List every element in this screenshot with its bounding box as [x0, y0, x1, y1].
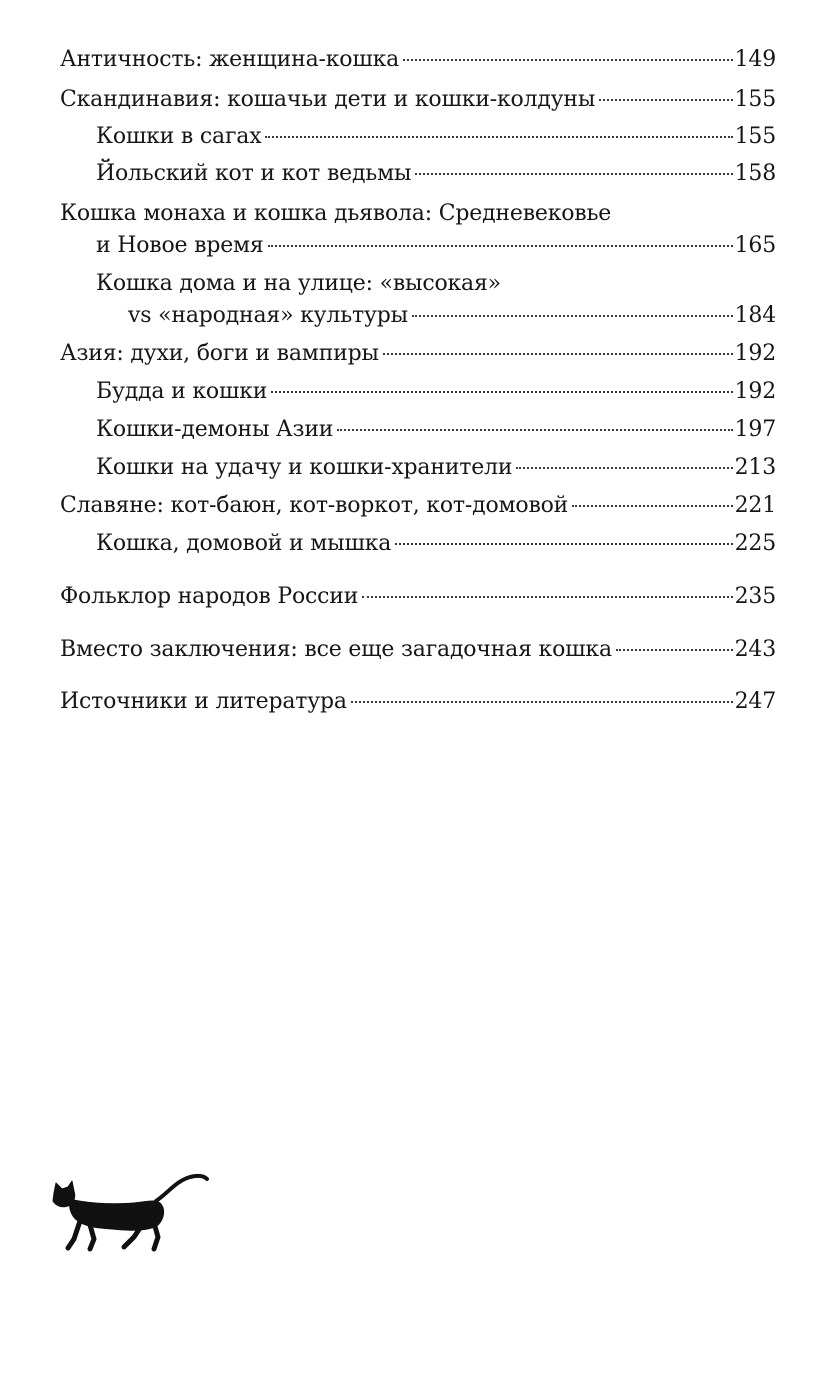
toc-entry-title-line: Кошка монаха и кошка дьявола: Средневековье [60, 201, 612, 226]
toc-entry-title: Фольклор народов России [60, 584, 359, 609]
toc-entry-title: Азия: духи, боги и вампиры [60, 341, 379, 366]
dot-leader [271, 391, 732, 393]
toc-entry-row [96, 416, 776, 444]
toc-entry-row [60, 46, 776, 74]
toc-entry-title: Источники и литература [60, 689, 347, 714]
toc-entry-row [96, 160, 776, 188]
toc-page-number: 155 [734, 87, 776, 112]
dot-leader [337, 429, 732, 431]
dot-leader [415, 173, 732, 175]
dot-leader [351, 701, 733, 703]
toc-entry-title: Славяне: кот-баюн, кот-воркот, кот-домовой [60, 493, 569, 518]
toc-entry-title: Кошки на удачу и кошки-хранители [96, 455, 513, 480]
dot-leader [412, 315, 733, 317]
toc-entry-row [60, 492, 776, 520]
toc-page-number: 225 [734, 531, 776, 556]
toc-entry-title: Античность: женщина-кошка [60, 47, 400, 72]
toc-entry-title-line: Кошка дома и на улице: «высокая» [96, 271, 501, 296]
toc-entry-title: Йольский кот и кот ведьмы [96, 161, 412, 186]
toc-entry-row [96, 232, 776, 260]
toc-entry-title: Вместо заключения: все еще загадочная кошка [60, 637, 612, 662]
toc-entry-title: Кошка, домовой и мышка [96, 531, 392, 556]
dot-leader [265, 136, 732, 138]
toc-entry-title: и Новое время [96, 233, 264, 258]
toc-page-number: 197 [734, 417, 776, 442]
toc-page-number: 243 [734, 637, 776, 662]
toc-entry-row [96, 454, 776, 482]
dot-leader [616, 649, 733, 651]
toc-page-number: 221 [734, 493, 776, 518]
dot-leader [268, 245, 733, 247]
toc-entry-row [60, 636, 776, 664]
cat-silhouette-icon [50, 1165, 210, 1255]
toc-entry-title: Будда и кошки [96, 379, 268, 404]
toc-entry-title: vs «народная» культуры [128, 303, 408, 328]
toc-entry-row [60, 86, 776, 114]
toc-entry-title: Скандинавия: кошачьи дети и кошки-колдуны [60, 87, 596, 112]
toc-entry-row [60, 583, 776, 611]
toc-entry-row [96, 530, 776, 558]
toc-entry-row [128, 302, 776, 330]
dot-leader [383, 353, 733, 355]
toc-page-number: 155 [734, 124, 776, 149]
dot-leader [599, 99, 732, 101]
toc-page-number: 192 [734, 379, 776, 404]
toc-entry-row [96, 123, 776, 151]
toc-page-number: 184 [734, 303, 776, 328]
toc-entry-title: Кошки-демоны Азии [96, 417, 334, 442]
toc-page-number: 247 [734, 689, 776, 714]
toc-entry-row [60, 340, 776, 368]
toc-page-number: 192 [734, 341, 776, 366]
dot-leader [572, 505, 732, 507]
dot-leader [403, 59, 733, 61]
dot-leader [395, 543, 732, 545]
dot-leader [362, 596, 732, 598]
toc-page-number: 149 [734, 47, 776, 72]
toc-entry-row [60, 688, 776, 716]
dot-leader [516, 467, 732, 469]
toc-page-number: 158 [734, 161, 776, 186]
toc-page-number: 235 [734, 584, 776, 609]
toc-page-number: 165 [734, 233, 776, 258]
toc-page-number: 213 [734, 455, 776, 480]
toc-entry-title: Кошки в сагах [96, 124, 262, 149]
toc-entry-row [96, 378, 776, 406]
